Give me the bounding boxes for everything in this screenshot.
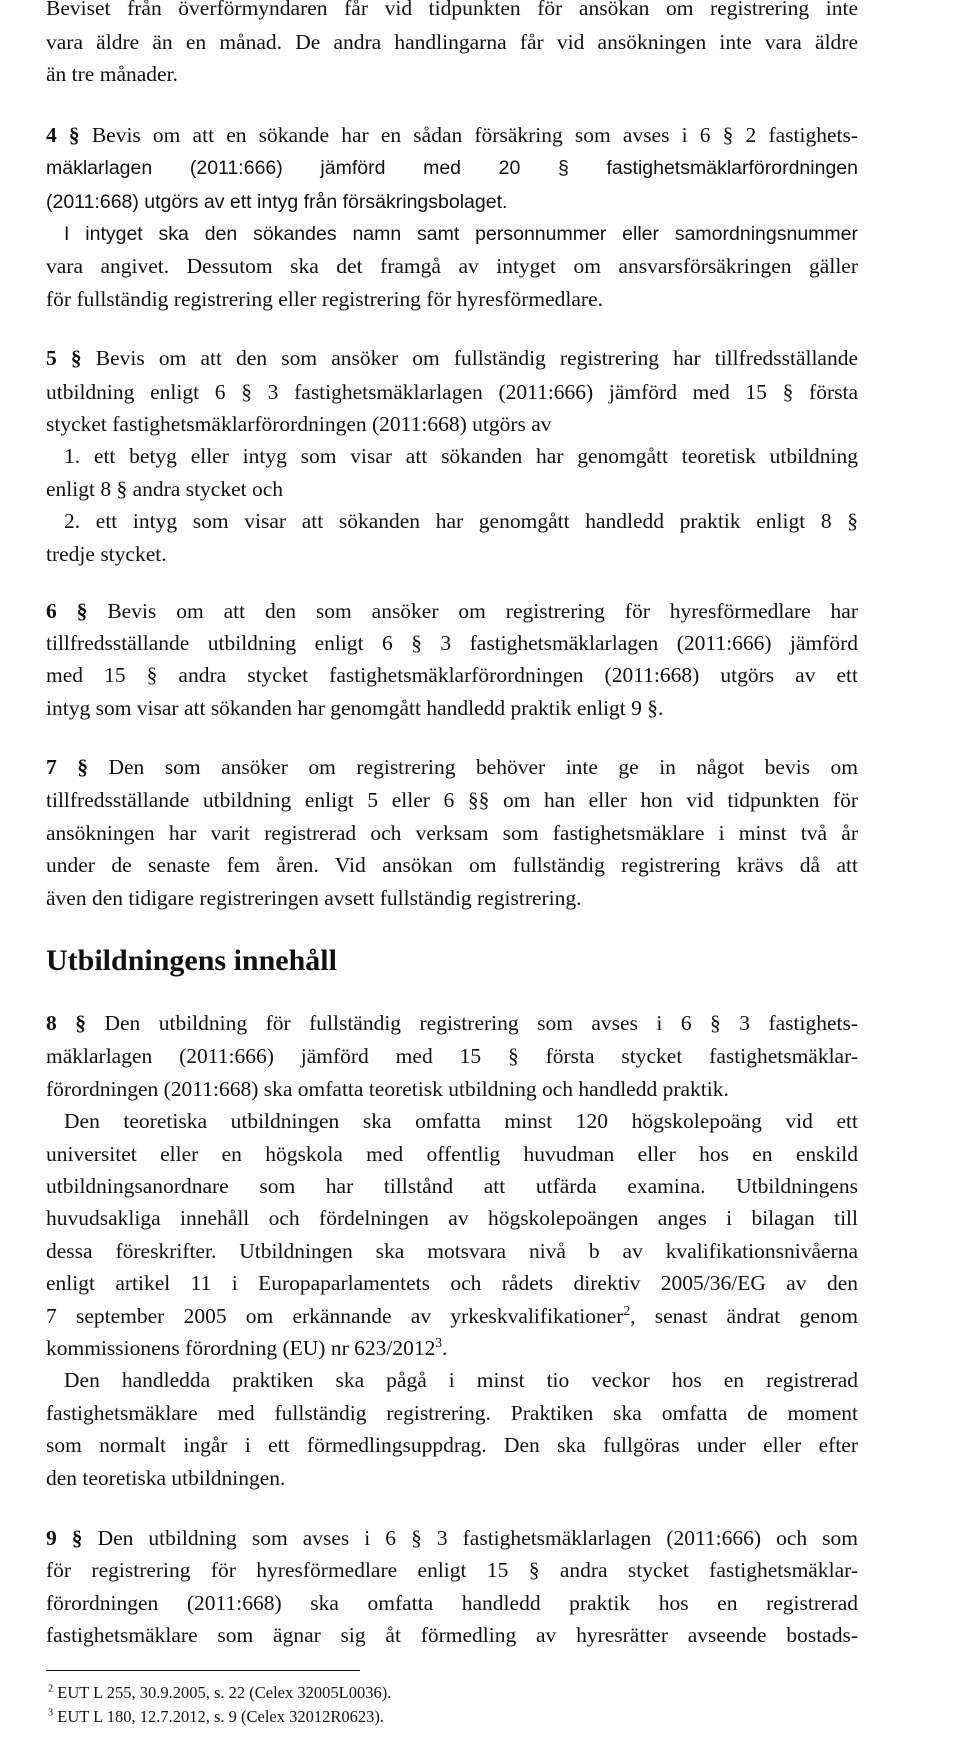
paragraph-line: med 15 § andra stycket fastighetsmäklarförordningen (2011:668) utgörs av ett [46, 663, 858, 687]
paragraph-line: än tre månader. [46, 62, 178, 86]
paragraph-line: utbildningsanordnare som har tillstånd att utfärda examina. Utbildningens [46, 1174, 858, 1198]
paragraph-line: Beviset från överförmyndaren får vid tidpunkten för ansökan om registrering inte [46, 0, 858, 20]
paragraph-line: huvudsakliga innehåll och fördelningen av högskolepoängen anges i bilagan till [46, 1206, 858, 1230]
paragraph-line: den teoretiska utbildningen. [46, 1466, 286, 1490]
footnote-separator [46, 1670, 360, 1671]
section-6-first-line: 6 § Bevis om att den som ansöker om registrering för hyresförmedlare har [46, 599, 859, 623]
paragraph-line: som normalt ingår i ett förmedlingsuppdrag. Den ska fullgöras under eller efter [46, 1433, 858, 1457]
paragraph-line: även den tidigare registreringen avsett fullständig registrering. [46, 886, 582, 910]
section-number: 7 § [46, 755, 88, 779]
paragraph-line: fastighetsmäklare som ägnar sig åt förmedling av hyresrätter avseende bostads- [46, 1623, 858, 1647]
paragraph-line: ansökningen har varit registrerad och verksam som fastighetsmäklare i minst två år [46, 821, 858, 845]
section-7-first-line: 7 § Den som ansöker om registrering behöver inte ge in något bevis om [46, 755, 858, 779]
paragraph-line: utbildning enligt 6 § 3 fastighetsmäklarlagen (2011:666) jämförd med 15 § första [46, 380, 858, 404]
paragraph-line: vara äldre än en månad. De andra handlingarna får vid ansökningen inte vara äldre [46, 30, 858, 54]
paragraph-line: under de senaste fem åren. Vid ansökan om fullständig registrering krävs då att [46, 853, 858, 877]
paragraph-line: kommissionens förordning (EU) nr 623/2012$^3$. [46, 1334, 448, 1360]
section-8-first-line: 8 § Den utbildning för fullständig registrering som avses i 6 § 3 fastighets- [46, 1011, 859, 1035]
paragraph-line: fastighetsmäklare med fullständig registrering. Praktiken ska omfatta de moment [46, 1401, 858, 1425]
footnote-reference: 2 [623, 1302, 631, 1318]
section-number: 6 § [46, 599, 88, 623]
paragraph-line: vara angivet. Dessutom ska det framgå av intyget om ansvarsförsäkringen gäller [46, 254, 858, 278]
paragraph-line: (2011:668) utgörs av ett intyg från försäkringsbolaget. [46, 191, 508, 213]
list-item: 2. ett intyg som visar att sökanden har genomgått handledd praktik enligt 8 § [64, 509, 858, 533]
paragraph-line: för registrering för hyresförmedlare enligt 15 § andra stycket fastighetsmäklar- [46, 1558, 858, 1582]
paragraph-line: I intyget ska den sökandes namn samt personnummer eller samordningsnummer [64, 223, 858, 245]
paragraph-line: tredje stycket. [46, 542, 167, 566]
paragraph-line: stycket fastighetsmäklarförordningen (2011:668) utgörs av [46, 412, 552, 436]
section-5-first-line: 5 § Bevis om att den som ansöker om fullständig registrering har tillfredsställande [46, 346, 859, 370]
section-heading: Utbildningens innehåll [46, 944, 337, 977]
paragraph-line: Den teoretiska utbildningen ska omfatta minst 120 högskolepoäng vid ett [64, 1109, 858, 1133]
paragraph-line: förordningen (2011:668) ska omfatta handledd praktik hos en registrerad [46, 1591, 858, 1615]
paragraph-line: enligt artikel 11 i Europaparlamentets och rådets direktiv 2005/36/EG av den [46, 1271, 858, 1295]
section-number: 8 § [46, 1011, 86, 1035]
paragraph-line: intyg som visar att sökanden har genomgått handledd praktik enligt 9 §. [46, 696, 664, 720]
paragraph-line: dessa föreskrifter. Utbildningen ska motsvara nivå b av kvalifikationsnivåerna [46, 1239, 858, 1263]
footnote: $^3$ EUT L 180, 12.7.2012, s. 9 (Celex 32012R0623). [48, 1707, 385, 1726]
paragraph-line: mäklarlagen (2011:666) jämförd med 15 § första stycket fastighetsmäklar- [46, 1044, 858, 1068]
paragraph-line: mäklarlagen (2011:666) jämförd med 20 § fastighetsmäklarförordningen [46, 157, 858, 179]
section-9-first-line: 9 § Den utbildning som avses i 6 § 3 fastighetsmäklarlagen (2011:666) och som [46, 1526, 859, 1550]
paragraph-line: tillfredsställande utbildning enligt 6 § 3 fastighetsmäklarlagen (2011:666) jämförd [46, 631, 858, 655]
paragraph-line: förordningen (2011:668) ska omfatta teoretisk utbildning och handledd praktik. [46, 1077, 729, 1101]
section-number: 9 § [46, 1526, 83, 1550]
paragraph-line: 7 september 2005 om erkännande av yrkeskvalifikationer$^2$, senast ändrat genom [46, 1302, 858, 1328]
paragraph-line: enligt 8 § andra stycket och [46, 477, 284, 501]
section-number: 5 § [46, 346, 82, 370]
paragraph-line: universitet eller en högskola med offentlig huvudman eller hos en enskild [46, 1142, 858, 1166]
paragraph-line: tillfredsställande utbildning enligt 5 eller 6 §§ om han eller hon vid tidpunkten för [46, 788, 858, 812]
footnote: $^2$ EUT L 255, 30.9.2005, s. 22 (Celex 32005L0036). [48, 1683, 392, 1702]
section-4-first-line: 4 § Bevis om att en sökande har en sådan försäkring som avses i 6 § 2 fastighets- [46, 123, 859, 147]
list-item: 1. ett betyg eller intyg som visar att sökanden har genomgått teoretisk utbildning [64, 444, 858, 468]
paragraph-line: Den handledda praktiken ska pågå i minst tio veckor hos en registrerad [64, 1368, 858, 1392]
paragraph-line: för fullständig registrering eller registrering för hyresförmedlare. [46, 287, 603, 311]
section-number: 4 § [46, 123, 80, 147]
footnote-reference: 3 [435, 1334, 443, 1350]
